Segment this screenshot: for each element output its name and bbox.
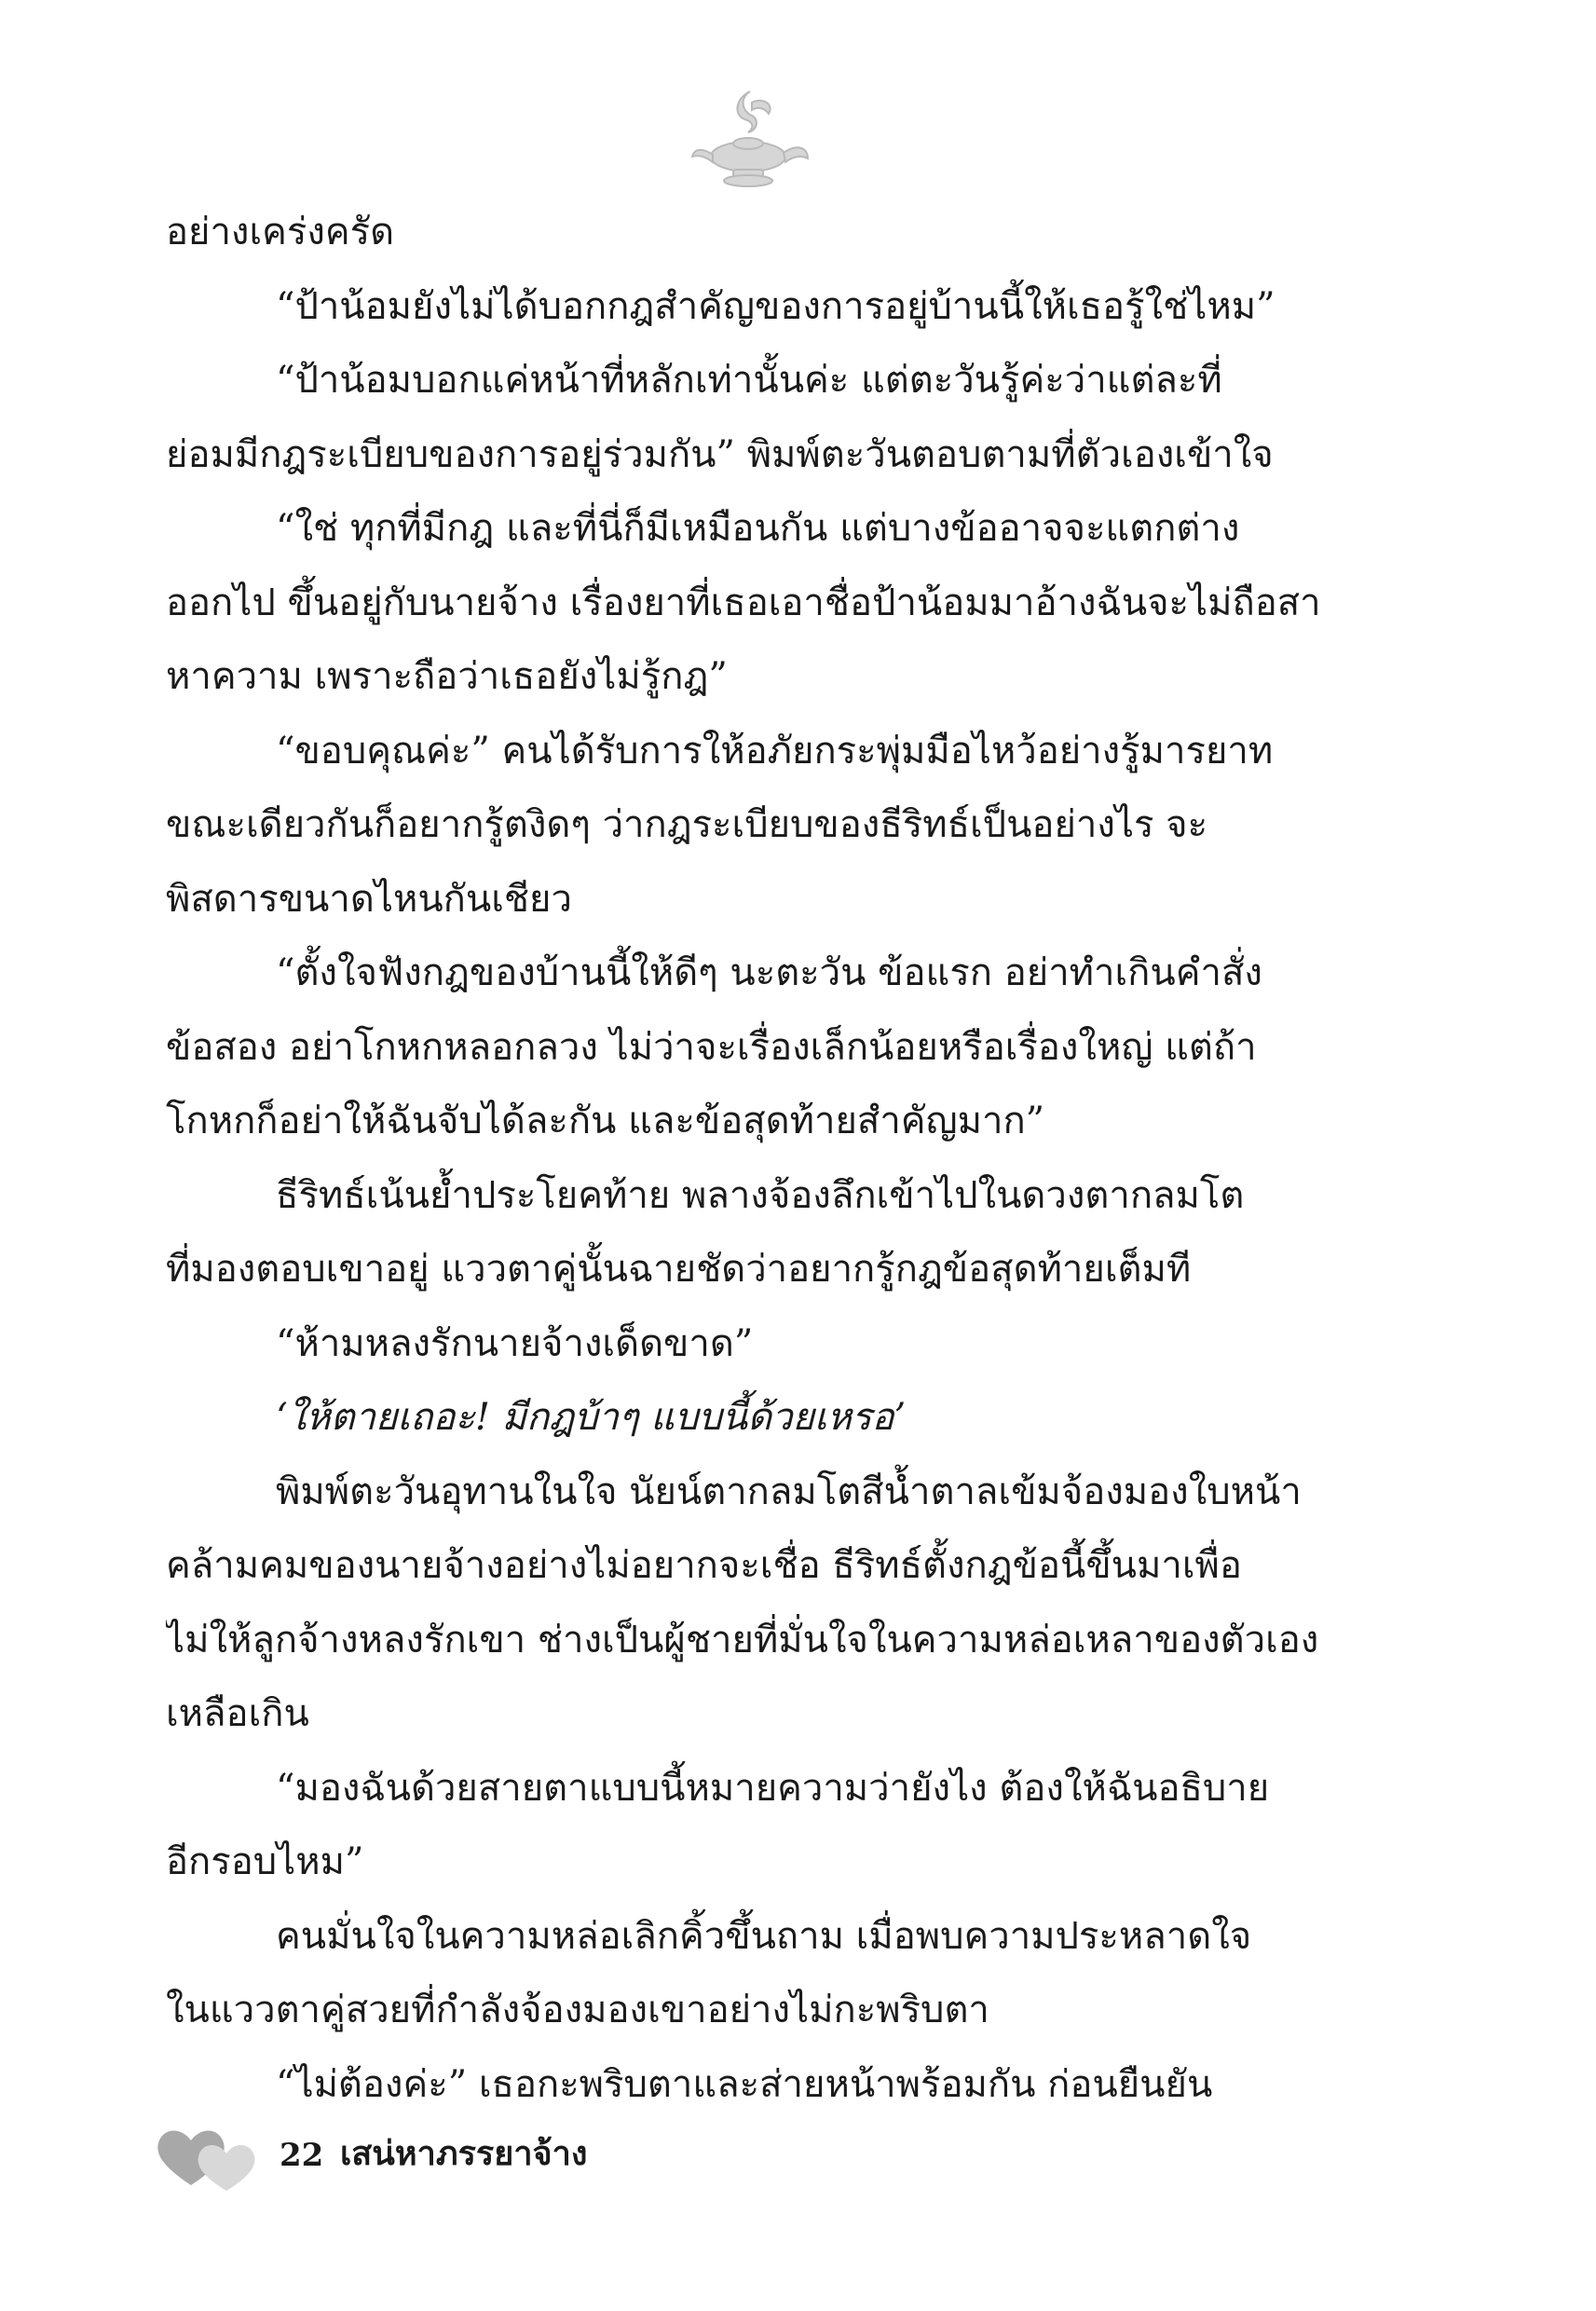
book-title: เสน่หาภรรยาจ้าง	[340, 2135, 588, 2173]
text-line: ในแววตาคู่สวยที่กำลังจ้องมองเขาอย่างไม่กะพริบตา	[166, 1989, 989, 2031]
text-line: โกหกก็อย่าให้ฉันจับได้ละกัน และข้อสุดท้ายสำคัญมาก”	[166, 1100, 1045, 1142]
hearts-icon	[154, 2120, 261, 2195]
text-line: อีกรอบไหม”	[166, 1840, 364, 1883]
text-line: ย่อมมีกฎระเบียบของการอยู่ร่วมกัน” พิมพ์ตะวันตอบตามที่ตัวเองเข้าใจ	[166, 432, 1274, 476]
text-line: “ป้าน้อมบอกแค่หน้าที่หลักเท่านั้นค่ะ แต่ตะวันรู้ค่ะว่าแต่ละที่	[276, 359, 1222, 402]
text-line: “ห้ามหลงรักนายจ้างเด็ดขาด”	[276, 1321, 754, 1365]
text-line: พิมพ์ตะวันอุทานในใจ นัยน์ตากลมโตสีน้ำตาลเข้มจ้องมองใบหน้า	[276, 1470, 1302, 1513]
text-line: ที่มองตอบเขาอยู่ แววตาคู่นั้นฉายชัดว่าอยากรู้กฎข้อสุดท้ายเต็มที	[166, 1248, 1192, 1291]
text-line: “ตั้งใจฟังกฎของบ้านนี้ให้ดีๆ นะตะวัน ข้อแรก อย่าทำเกินคำสั่ง	[276, 951, 1262, 994]
page-number: 22	[280, 2137, 324, 2174]
text-line: อย่างเคร่งครัด	[166, 211, 395, 253]
text-line: “ขอบคุณค่ะ” คนได้รับการให้อภัยกระพุ่มมือไหว้อย่างรู้มารยาท	[276, 729, 1274, 773]
text-line: “ป้าน้อมยังไม่ได้บอกกฎสำคัญของการอยู่บ้านนี้ให้เธอรู้ใช่ไหม”	[276, 284, 1275, 328]
text-line: เหลือเกิน	[166, 1692, 309, 1735]
text-line: ธีริทธ์เน้นย้ำประโยคท้าย พลางจ้องลึกเข้าไปในดวงตากลมโต	[276, 1173, 1245, 1217]
text-line: ข้อสอง อย่าโกหกหลอกลวง ไม่ว่าจะเรื่องเล็กน้อยหรือเรื่องใหญ่ แต่ถ้า	[166, 1025, 1257, 1069]
text-line: คนมั่นใจในความหล่อเลิกคิ้วขึ้นถาม เมื่อพบความประหลาดใจ	[276, 1914, 1252, 1958]
text-line: หาความ เพราะถือว่าเธอยังไม่รู้กฎ”	[166, 655, 728, 698]
text-line: ‘ให้ตายเถอะ! มีกฎบ้าๆ แบบนี้ด้วยเหรอ’	[276, 1396, 907, 1439]
text-line: พิสดารขนาดไหนกันเชียว	[166, 877, 572, 921]
text-line: “ใช่ ทุกที่มีกฎ และที่นี่ก็มีเหมือนกัน แต่บางข้ออาจจะแตกต่าง	[276, 507, 1240, 550]
text-line: ออกไป ขึ้นอยู่กับนายจ้าง เรื่องยาที่เธอเอาชื่อป้าน้อมมาอ้างฉันจะไม่ถือสา	[166, 581, 1321, 624]
text-line: คล้ามคมของนายจ้างอย่างไม่อยากจะเชื่อ ธีริทธ์ตั้งกฎข้อนี้ขึ้นมาเพื่อ	[166, 1544, 1242, 1587]
text-line: ขณะเดียวกันก็อยากรู้ตงิดๆ ว่ากฎระเบียบของธีริทธ์เป็นอย่างไร จะ	[166, 803, 1208, 846]
text-line: ไม่ให้ลูกจ้างหลงรักเขา ช่างเป็นผู้ชายที่มั่นใจในความหล่อเหลาของตัวเอง	[166, 1618, 1319, 1661]
text-line: “มองฉันด้วยสายตาแบบนี้หมายความว่ายังไง ต้องให้ฉันอธิบาย	[276, 1766, 1270, 1810]
text-line: “ไม่ต้องค่ะ” เธอกะพริบตาและส่ายหน้าพร้อมกัน ก่อนยืนยัน	[276, 2062, 1213, 2106]
genie-lamp-icon	[685, 82, 815, 194]
story-text	[166, 196, 1332, 2122]
page-footer	[154, 2111, 806, 2195]
